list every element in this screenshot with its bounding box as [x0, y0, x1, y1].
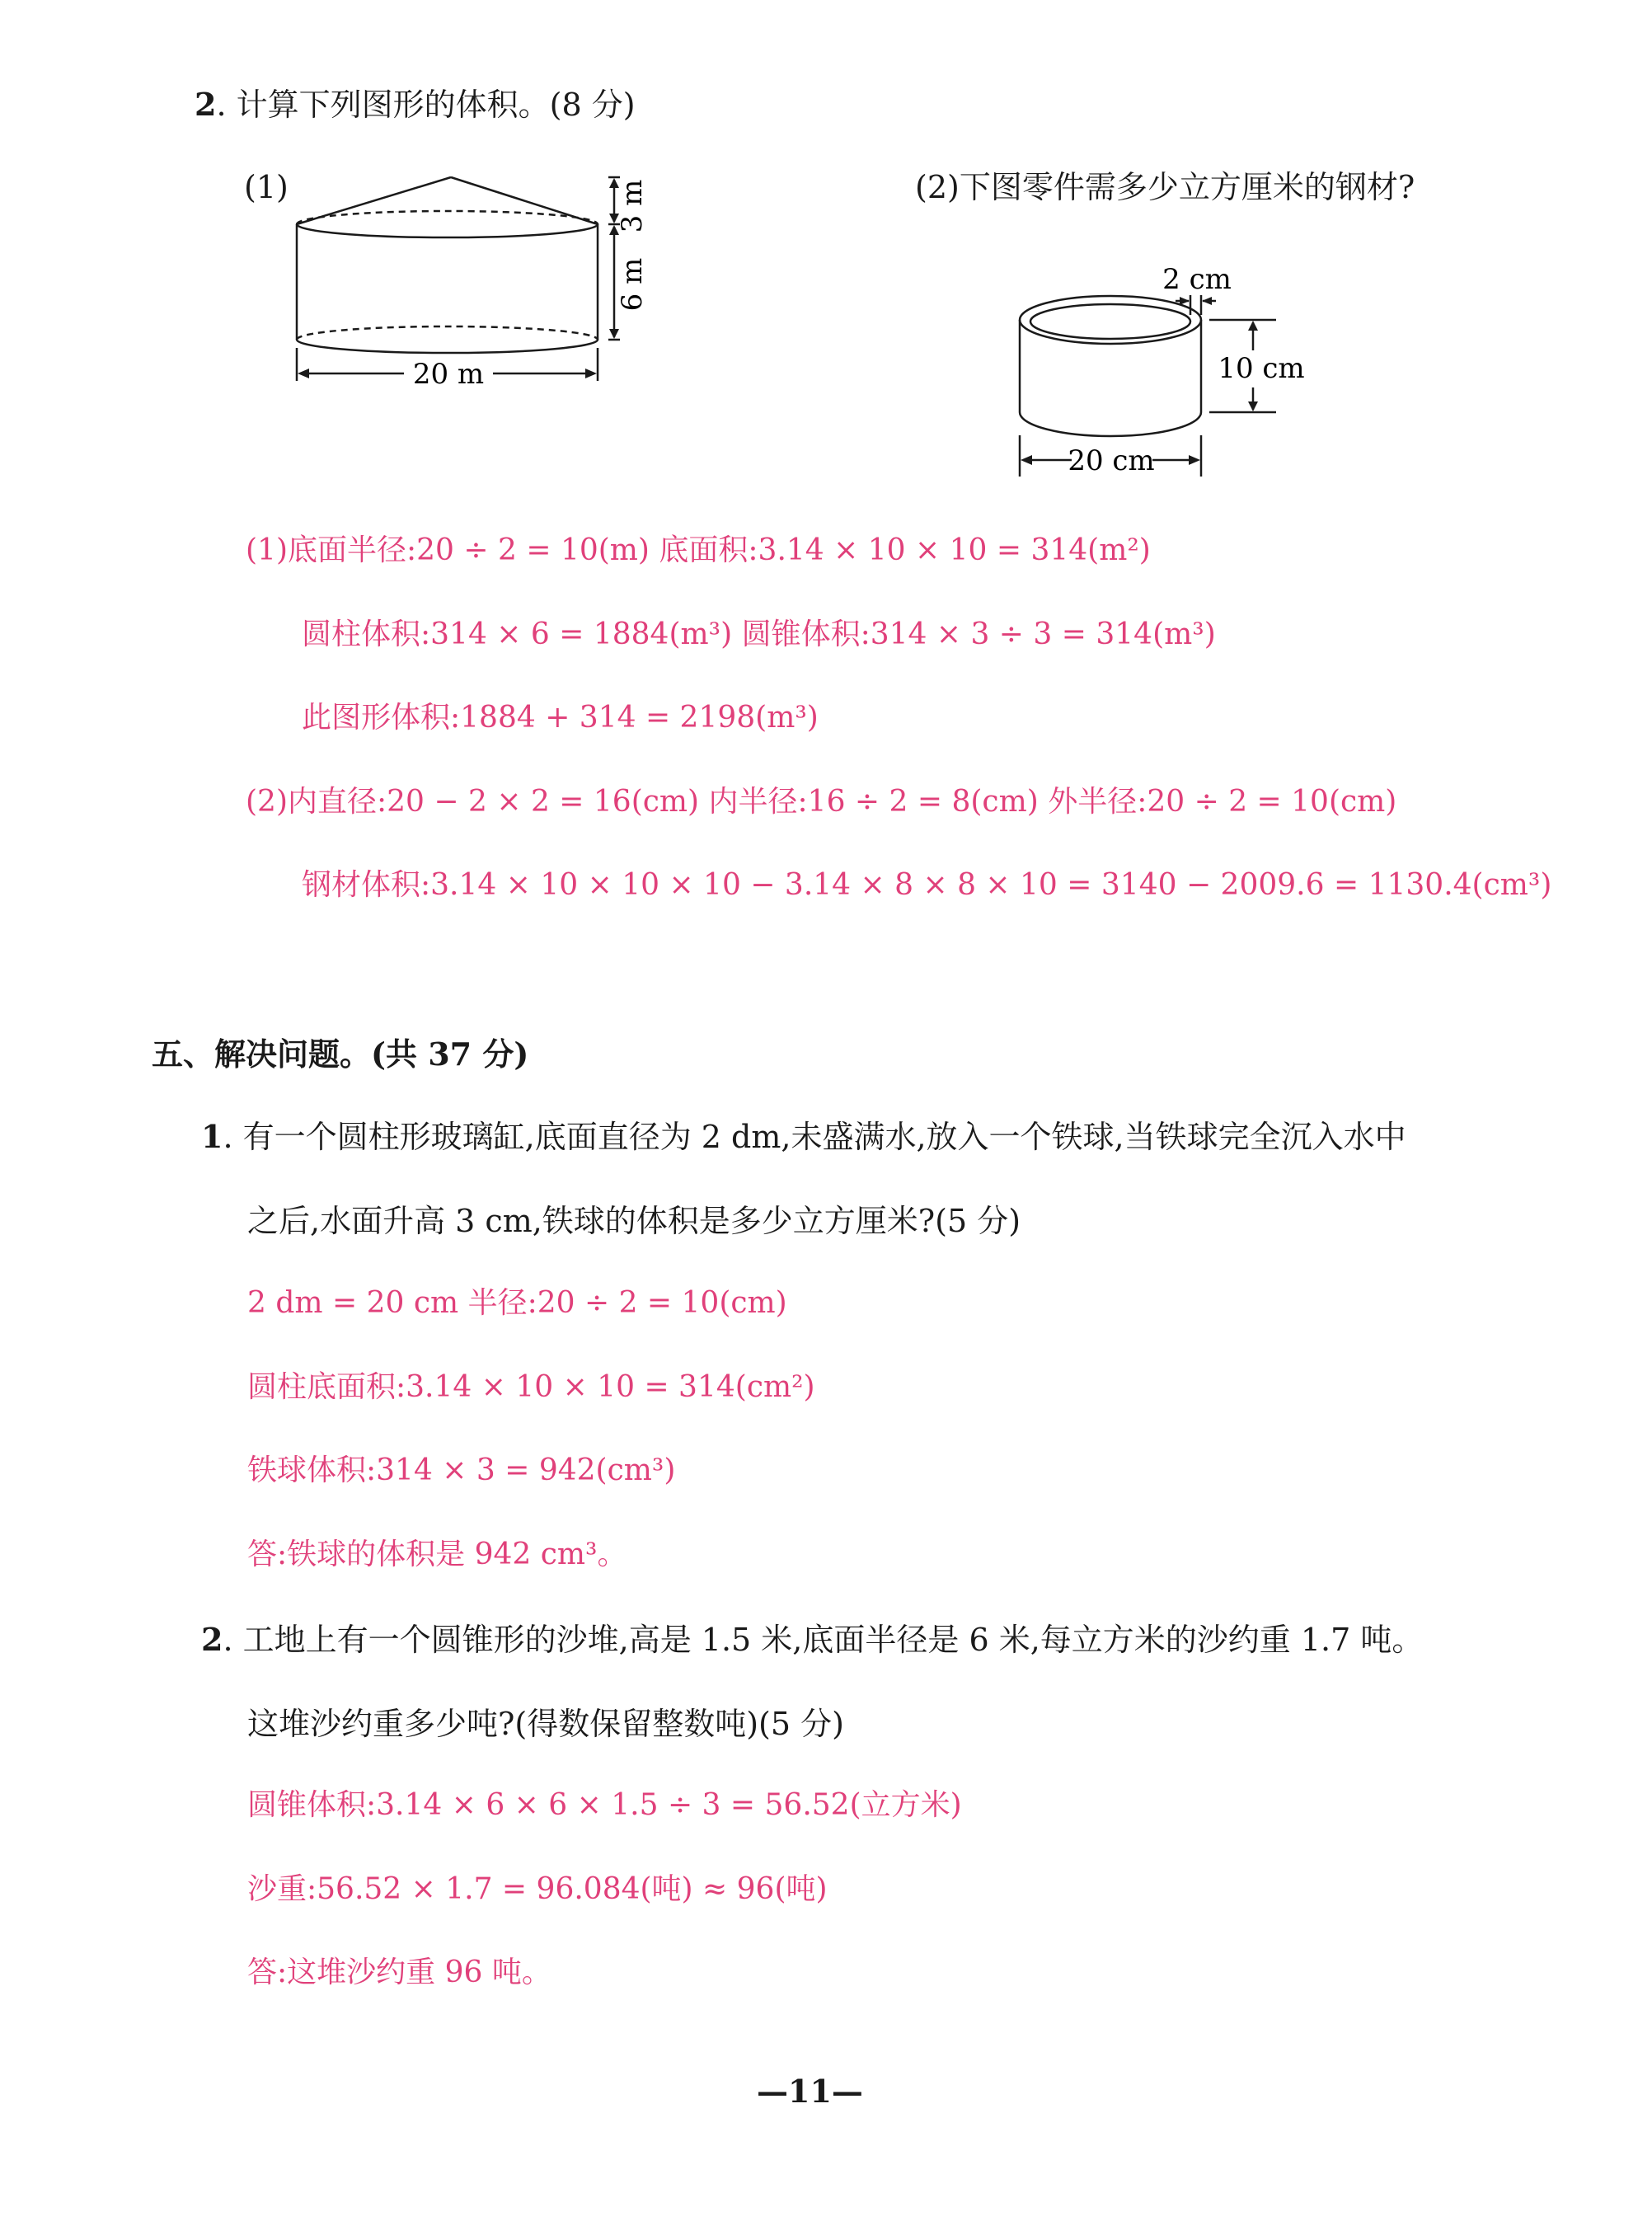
p1-line1: 1. 有一个圆柱形玻璃缸,底面直径为 2 dm,未盛满水,放入一个铁球,当铁球完全沉入水中 — [201, 1118, 1406, 1155]
q2-heading: 2. 计算下列图形的体积。(8 分) — [195, 86, 636, 123]
p1-text-line1: 有一个圆柱形玻璃缸,底面直径为 2 dm,未盛满水,放入一个铁球,当铁球完全沉入水中 — [242, 1119, 1406, 1155]
page-number: —11— — [757, 2073, 863, 2110]
fig2-diameter-label: 20 cm — [1068, 444, 1155, 477]
p2-answer-line: 圆锥体积:3.14 × 6 × 6 × 1.5 ÷ 3 = 56.52(立方米) — [247, 1788, 962, 1822]
q2-number: 2 — [195, 86, 217, 123]
q2-answer-line: 此图形体积:1884 + 314 = 2198(m³) — [302, 701, 819, 735]
fig2-height-label: 10 cm — [1218, 352, 1305, 385]
fig1-cylinder-cone-diagram — [280, 165, 676, 396]
q2-answer-line: 圆柱体积:314 × 6 = 1884(m³) 圆锥体积:314 × 3 ÷ 3 = 314(m³) — [302, 617, 1216, 651]
p2-text-line1: 工地上有一个圆锥形的沙堆,高是 1.5 米,底面半径是 6 米,每立方米的沙约重 1.7 吨。 — [242, 1622, 1424, 1658]
fig2-label: (2)下图零件需多少立方厘米的钢材? — [915, 169, 1415, 205]
fig1-cyl-height-label: 6 m — [616, 257, 649, 312]
fig1-cone-height-label: 3 m — [616, 179, 649, 233]
p2-text-line2: 这堆沙约重多少吨?(得数保留整数吨)(5 分) — [247, 1706, 844, 1742]
q2-answer-line: (1)底面半径:20 ÷ 2 = 10(m) 底面积:3.14 × 10 × 10 = 314(m²) — [246, 533, 1151, 567]
fig1-label: (1) — [244, 169, 289, 205]
q2-answer-line: (2)内直径:20 − 2 × 2 = 16(cm) 内半径:16 ÷ 2 = 8(cm) 外半径:20 ÷ 2 = 10(cm) — [246, 785, 1397, 819]
fig2-hollow-cylinder-diagram — [1014, 256, 1327, 486]
fig1-diameter-label: 20 m — [412, 358, 485, 391]
section5-title: 五、解决问题。(共 37 分) — [152, 1035, 529, 1073]
p1-answer-line: 答:铁球的体积是 942 cm³。 — [247, 1538, 627, 1571]
p1-answer-line: 圆柱底面积:3.14 × 10 × 10 = 314(cm²) — [247, 1370, 815, 1404]
p1-answer-line: 2 dm = 20 cm 半径:20 ÷ 2 = 10(cm) — [247, 1286, 787, 1320]
p1-text-line2: 之后,水面升高 3 cm,铁球的体积是多少立方厘米?(5 分) — [247, 1203, 1021, 1239]
p2-line1: 2. 工地上有一个圆锥形的沙堆,高是 1.5 米,底面半径是 6 米,每立方米的沙约重 1.7 吨。 — [201, 1621, 1424, 1658]
fig2-thickness-label: 2 cm — [1162, 263, 1232, 296]
p2-answer-line: 沙重:56.52 × 1.7 = 96.084(吨) ≈ 96(吨) — [247, 1872, 828, 1906]
p2-number: 2 — [201, 1621, 223, 1658]
p1-number: 1 — [201, 1118, 223, 1155]
q2-text: 计算下列图形的体积。(8 分) — [236, 87, 636, 123]
q2-answer-line: 钢材体积:3.14 × 10 × 10 × 10 − 3.14 × 8 × 8 × 10 = 3140 − 2009.6 = 1130.4(cm³) — [302, 868, 1552, 902]
p1-answer-line: 铁球体积:314 × 3 = 942(cm³) — [247, 1453, 676, 1487]
p2-answer-line: 答:这堆沙约重 96 吨。 — [247, 1956, 551, 1989]
